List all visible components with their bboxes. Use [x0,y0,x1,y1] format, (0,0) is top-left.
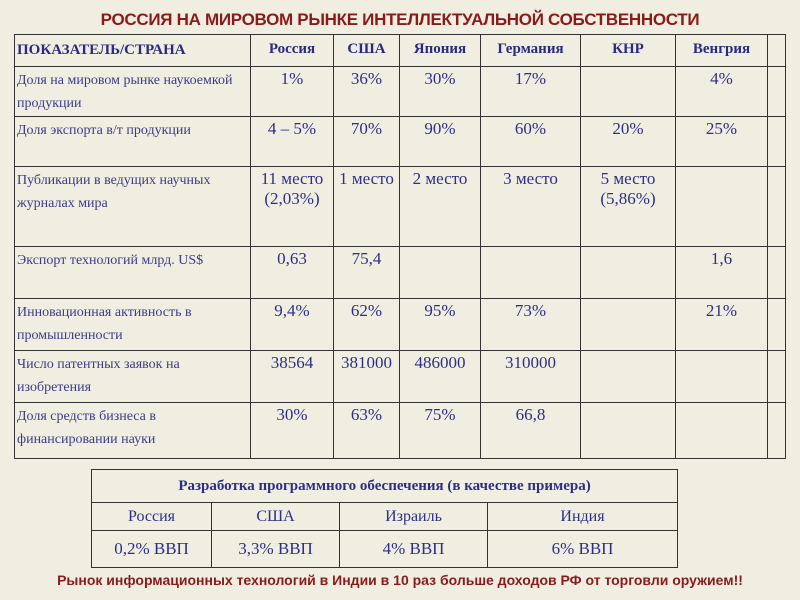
value-cell: 30% [400,67,481,117]
table-row [15,247,786,299]
country-header: Венгрия [676,35,768,67]
value-cell [581,247,676,299]
country-header: Россия [251,35,334,67]
value-cell [676,351,768,403]
value-cell [581,299,676,351]
value-cell [676,403,768,459]
value-cell: 62% [334,299,400,351]
value-cell: 0,63 [251,247,334,299]
value-cell [768,351,786,403]
value-cell: 9,4% [251,299,334,351]
value-cell: 60% [481,117,581,167]
indicator-header: ПОКАЗАТЕЛЬ/СТРАНА [15,35,251,67]
value-cell: 21% [676,299,768,351]
value-cell: 63% [334,403,400,459]
value-cell [481,247,581,299]
value-cell: 70% [334,117,400,167]
value-cell: 1% [251,67,334,117]
value-cell [768,403,786,459]
software-table-caption: Разработка программного обеспечения (в качестве примера) [92,470,678,503]
value-cell [676,167,768,247]
indicator-label: Доля средств бизнеса в финансировании науки [15,403,251,459]
country-header: Россия [92,503,212,531]
value-cell: 75% [400,403,481,459]
gdp-share-cell: 3,3% ВВП [212,531,340,568]
country-header: Индия [488,503,678,531]
value-cell [581,403,676,459]
footnote: Рынок информационных технологий в Индии в 10 раз больше доходов РФ от торговли оружием!! [57,572,743,588]
value-cell: 30% [251,403,334,459]
value-cell: 75,4 [334,247,400,299]
value-cell: 36% [334,67,400,117]
value-cell: 20% [581,117,676,167]
value-cell: 3 место [481,167,581,247]
value-cell: 11 место (2,03%) [251,167,334,247]
value-cell: 66,8 [481,403,581,459]
value-cell: 4 – 5% [251,117,334,167]
indicator-label: Инновационная активность в промышленности [15,299,251,351]
gdp-share-cell: 6% ВВП [488,531,678,568]
value-cell: 310000 [481,351,581,403]
country-header [768,35,786,67]
country-header: США [334,35,400,67]
gdp-share-cell: 4% ВВП [340,531,488,568]
table-row [15,299,786,351]
value-cell [581,67,676,117]
value-cell: 2 место [400,167,481,247]
value-cell: 95% [400,299,481,351]
indicator-label: Доля экспорта в/т продукции [15,117,251,167]
value-cell: 38564 [251,351,334,403]
indicator-label: Число патентных заявок на изобретения [15,351,251,403]
value-cell: 381000 [334,351,400,403]
country-header: Япония [400,35,481,67]
value-cell [768,247,786,299]
country-header: Израиль [340,503,488,531]
value-cell [768,299,786,351]
value-cell: 1,6 [676,247,768,299]
value-cell: 486000 [400,351,481,403]
table-row [15,351,786,403]
value-cell [400,247,481,299]
intellectual-property-table [14,34,786,459]
value-cell [768,167,786,247]
value-cell: 4% [676,67,768,117]
table-row [15,403,786,459]
table-row [15,67,786,117]
slide-title: РОССИЯ НА МИРОВОМ РЫНКЕ ИНТЕЛЛЕКТУАЛЬНОЙ СОБСТВЕННОСТИ [100,10,700,29]
header-row [15,35,786,67]
gdp-share-cell: 0,2% ВВП [92,531,212,568]
value-cell: 17% [481,67,581,117]
indicator-label: Экспорт технологий млрд. US$ [15,247,251,299]
value-cell: 1 место [334,167,400,247]
indicator-label: Публикации в ведущих научных журналах мира [15,167,251,247]
value-cell [581,351,676,403]
value-cell: 73% [481,299,581,351]
value-cell: 25% [676,117,768,167]
value-cell: 5 место (5,86%) [581,167,676,247]
country-header: КНР [581,35,676,67]
table-row [15,117,786,167]
software-development-table [91,469,678,568]
value-cell [768,67,786,117]
indicator-label: Доля на мировом рынке наукоемкой продукции [15,67,251,117]
value-cell: 90% [400,117,481,167]
country-header: США [212,503,340,531]
country-header: Германия [481,35,581,67]
value-cell [768,117,786,167]
table-row [15,167,786,247]
